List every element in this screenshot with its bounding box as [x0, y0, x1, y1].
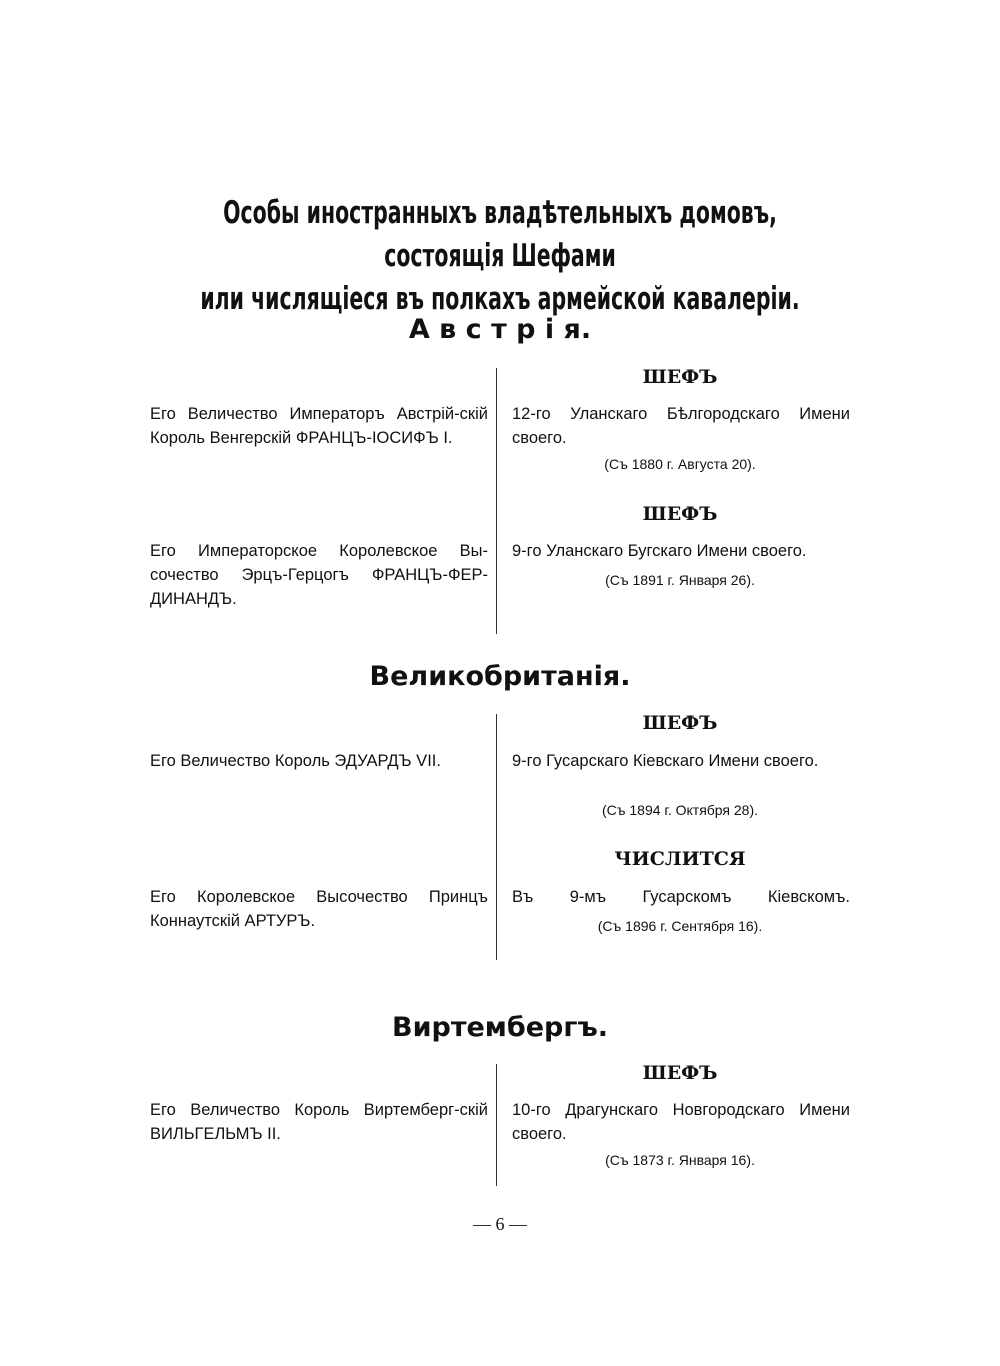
date-text: (Съ 1894 г. Октября 28). [601, 802, 759, 818]
column-divider [496, 368, 497, 634]
section-heading-austria: А в с т р і я. [408, 314, 592, 345]
role-label: ШЕФЪ [642, 503, 718, 525]
section-heading-wurttemberg: Виртембергъ. [392, 1012, 608, 1043]
person-name: Его Величество Король Виртемберг-скій ВИЛЬГЕЛЬМЪ II. [150, 1101, 488, 1143]
regiment-text: 10-го Драгунскаго Новгородскаго Имени своего. [512, 1101, 850, 1143]
title-line-2: или числящіеся въ полкахъ армейской кавалеріи. [200, 281, 800, 317]
regiment-text: 9-го Гусарскаго Кіевскаго Имени своего. [512, 752, 819, 770]
title-line-1: Особы иностранныхъ владѣтельныхъ домовъ, состоящія Шефами [223, 195, 777, 274]
person-name: Его Величество Король ЭДУАРДЪ VII. [150, 752, 441, 770]
section-heading-great-britain: Великобританія. [369, 661, 631, 692]
regiment-text: Въ 9-мъ Гусарскомъ Кіевскомъ. [512, 888, 850, 906]
date-text: (Съ 1880 г. Августа 20). [604, 456, 756, 472]
page-number: — 6 — [473, 1214, 527, 1234]
date-text: (Съ 1896 г. Сентября 16). [597, 918, 763, 934]
person-name: Его Королевское Высочество Принцъ Коннаутскій АРТУРЪ. [150, 888, 488, 930]
regiment-text: 9-го Уланскаго Бугскаго Имени своего. [512, 542, 807, 560]
person-name: Его Императорское Королевское Вы-сочество Эрцъ-Герцогъ ФРАНЦЪ-ФЕР-ДИНАНДЪ. [150, 542, 488, 608]
role-label: ШЕФЪ [642, 712, 718, 734]
person-name: Его Величество Императоръ Австрій-скій Король Венгерскій ФРАНЦЪ-ІОСИФЪ I. [150, 405, 488, 447]
role-label: ЧИСЛИТСЯ [614, 848, 746, 870]
column-divider [496, 714, 497, 960]
role-label: ШЕФЪ [642, 1062, 718, 1084]
date-text: (Съ 1873 г. Января 16). [605, 1152, 755, 1168]
column-divider [496, 1064, 497, 1186]
page-title [170, 192, 830, 321]
regiment-text: 12-го Уланскаго Бѣлгородскаго Имени своего. [512, 405, 850, 447]
date-text: (Съ 1891 г. Января 26). [605, 572, 755, 588]
role-label: ШЕФЪ [642, 366, 718, 388]
